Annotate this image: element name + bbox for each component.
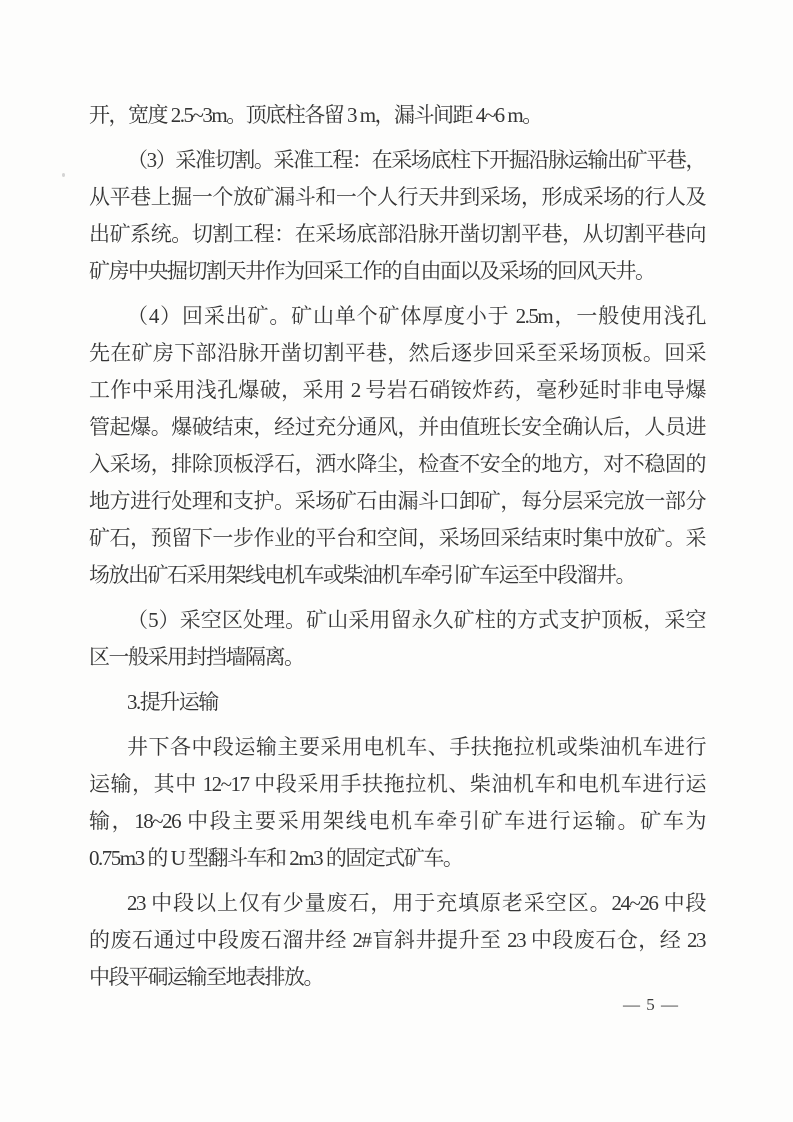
paragraph (89, 602, 705, 676)
scan-artifact (62, 173, 65, 177)
text-line: 先在矿房下部沿脉开凿切割平巷，然后逐步回采至采场顶板。回采 (89, 341, 705, 365)
text-line: 出矿系统。切割工程：在采场底部沿脉开凿切割平巷，从切割平巷向 (89, 222, 705, 246)
text-line: 运输，其中 12~17 中段采用手扶拖拉机、柴油机车和电机车进行运 (89, 772, 705, 796)
text-line: （3）采准切割。采准工程：在采场底柱下开掘沿脉运输出矿平巷， (127, 148, 705, 172)
text-line: 3.提升运输 (127, 690, 218, 714)
text-line: 区一般采用封挡墙隔离。 (89, 645, 304, 669)
text-line: 井下各中段运输主要采用电机车、手扶拖拉机或柴油机车进行 (127, 735, 705, 759)
text-line: 中段平硐运输至地表排放。 (89, 965, 323, 989)
paragraph (89, 684, 705, 721)
paragraph (89, 885, 705, 996)
text-line: 工作中采用浅孔爆破，采用 2 号岩石硝铵炸药，毫秒延时非电导爆 (89, 378, 705, 402)
text-line: 23 中段以上仅有少量废石，用于充填原老采空区。24~26 中段 (127, 891, 705, 915)
text-line: 矿房中央掘切割天井作为回采工作的自由面以及采场的回风天井。 (89, 259, 655, 283)
page-number: — 5 — (623, 995, 679, 1014)
paragraph (89, 97, 705, 134)
paragraph (89, 298, 705, 594)
text-line: 场放出矿石采用架线电机车或柴油机车牵引矿车运至中段溜井。 (89, 563, 635, 587)
text-line: （5）采空区处理。矿山采用留永久矿柱的方式支护顶板，采空 (127, 608, 705, 632)
document-body (89, 97, 705, 996)
paragraph (89, 729, 705, 877)
text-line: 开，宽度 2.5~3m。顶底柱各留 3 m，漏斗间距 4~6 m。 (89, 103, 542, 127)
text-line: 管起爆。爆破结束，经过充分通风，并由值班长安全确认后，人员进 (89, 415, 705, 439)
text-line: 地方进行处理和支护。采场矿石由漏斗口卸矿，每分层采完放一部分 (89, 489, 705, 513)
paragraph (89, 142, 705, 290)
text-line: 入采场，排除顶板浮石，洒水降尘，检查不安全的地方，对不稳固的 (89, 452, 705, 476)
text-line: 输，18~26 中段主要采用架线电机车牵引矿车进行运输。矿车为 (89, 809, 705, 833)
text-line: 0.75m3 的 U 型翻斗车和 2m3 的固定式矿车。 (89, 846, 463, 870)
text-line: 的废石通过中段废石溜井经 2#盲斜井提升至 23 中段废石仓，经 23 (89, 928, 705, 952)
text-line: 矿石，预留下一步作业的平台和空间，采场回采结束时集中放矿。采 (89, 526, 705, 550)
text-line: 从平巷上掘一个放矿漏斗和一个人行天井到采场，形成采场的行人及 (89, 185, 705, 209)
text-line: （4）回采出矿。矿山单个矿体厚度小于 2.5m，一般使用浅孔 (127, 304, 705, 328)
